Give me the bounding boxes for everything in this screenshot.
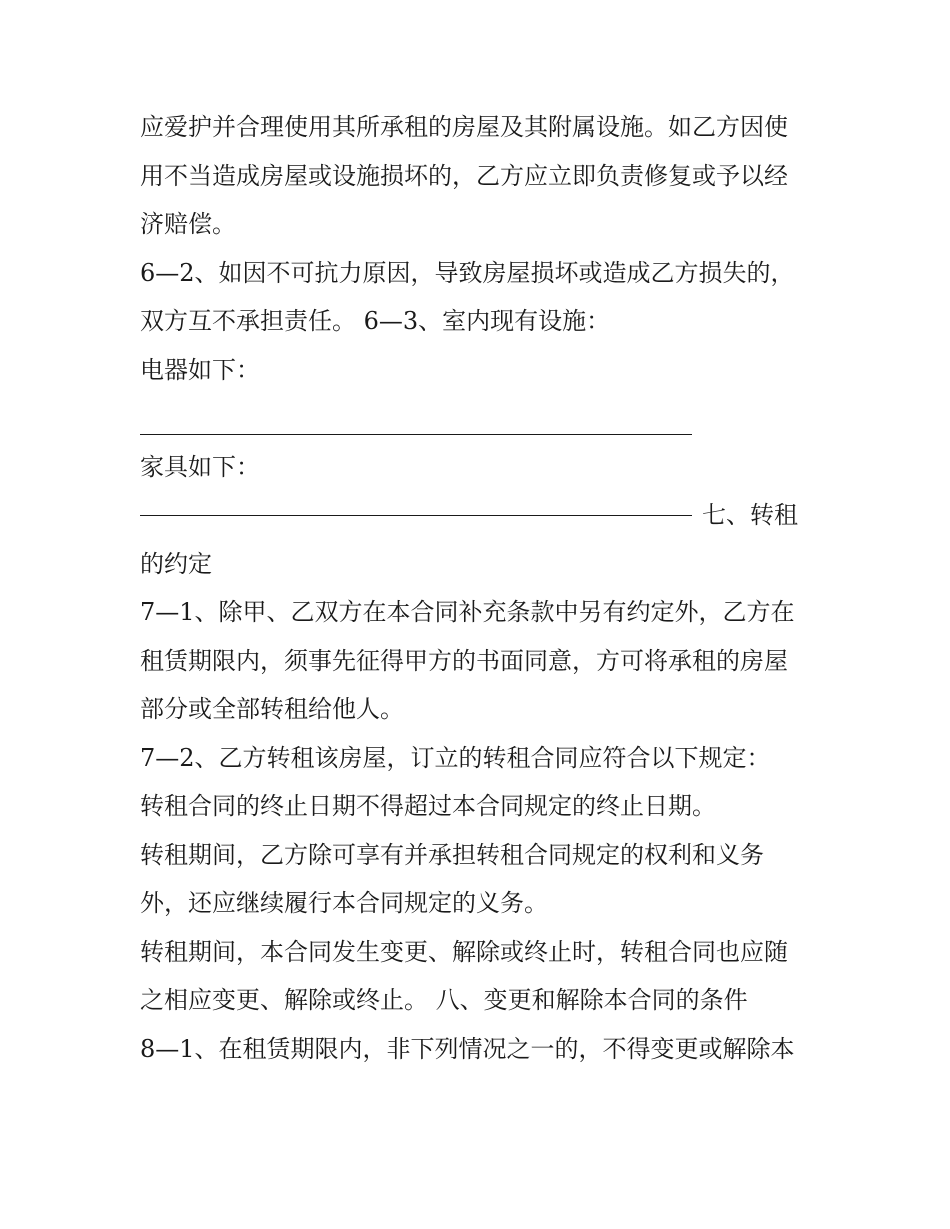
section-7-heading: 七、转租 [702, 501, 798, 529]
blank-underline [140, 434, 692, 435]
paragraph-line: 部分或全部转租给他人。 [140, 695, 404, 723]
furniture-label: 家具如下： [140, 452, 260, 481]
paragraph-line: 转租期间，本合同发生变更、解除或终止时，转租合同也应随 [140, 937, 788, 966]
paragraph-line: 租赁期限内，须事先征得甲方的书面同意，方可将承租的房屋 [140, 646, 788, 675]
document-body [140, 103, 820, 1073]
paragraph-line: 8—1、在租赁期限内，非下列情况之一的，不得变更或解除本 [140, 1034, 795, 1063]
paragraph-line: 转租合同的终止日期不得超过本合同规定的终止日期。 [140, 792, 716, 820]
paragraph-line: 外，还应继续履行本合同规定的义务。 [140, 889, 548, 917]
section-7-heading-cont: 的约定 [140, 549, 212, 578]
paragraph-line: 转租期间，乙方除可享有并承担转租合同规定的权利和义务 [140, 840, 764, 869]
paragraph-line: 应爱护并合理使用其所承租的房屋及其附属设施。如乙方因使 [140, 113, 788, 141]
paragraph-line: 双方互不承担责任。 6—3、室内现有设施： [140, 307, 611, 335]
paragraph-line: 7—2、乙方转租该房屋，订立的转租合同应符合以下规定： [140, 743, 771, 772]
paragraph-line: 之相应变更、解除或终止。 八、变更和解除本合同的条件 [140, 986, 748, 1014]
furniture-blank-line [140, 491, 820, 540]
blank-underline [140, 515, 692, 516]
appliances-label: 电器如下： [140, 355, 260, 384]
paragraph-line: 6—2、如因不可抗力原因，导致房屋损坏或造成乙方损失的， [140, 258, 795, 287]
paragraph-line: 济赔偿。 [140, 210, 236, 238]
paragraph-line: 7—1、除甲、乙双方在本合同补充条款中另有约定外，乙方在 [140, 598, 795, 626]
appliances-blank [140, 394, 820, 443]
paragraph-line: 用不当造成房屋或设施损坏的，乙方应立即负责修复或予以经 [140, 161, 788, 190]
